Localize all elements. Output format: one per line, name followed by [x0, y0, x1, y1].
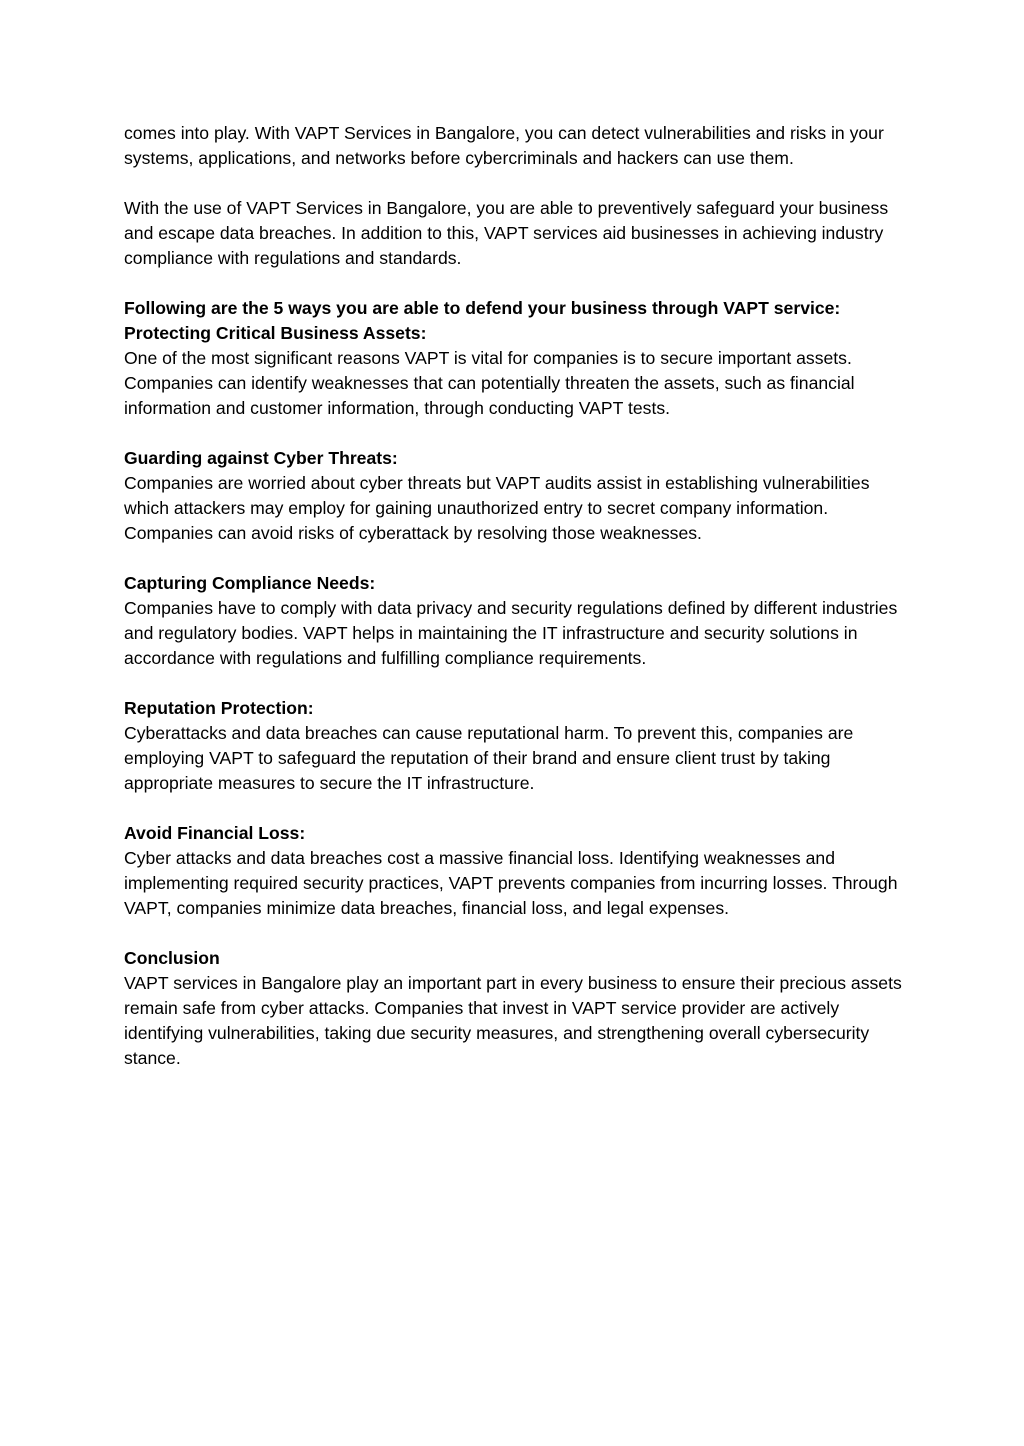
section-financial-loss	[124, 821, 914, 921]
section-reputation	[124, 696, 914, 796]
section-body: Cyberattacks and data breaches can cause reputational harm. To prevent this, companies are employing VAPT to safeguard the reputation of their brand and ensure client trust by taking appropriate measures to secure the IT infrastructure.	[124, 723, 854, 793]
section-heading: Capturing Compliance Needs:	[124, 573, 376, 593]
section-cyber-threats	[124, 446, 914, 546]
section-body: VAPT services in Bangalore play an important part in every business to ensure their precious assets remain safe from cyber attacks. Companies that invest in VAPT service provider are actively identifying vulnerabilities, taking due security measures, and strengthening overall cybersecurity stance.	[124, 973, 902, 1068]
section-body: Cyber attacks and data breaches cost a massive financial loss. Identifying weaknesses and implementing required security practices, VAPT prevents companies from incurring losses. Through VAPT, companies minimize data breaches, financial loss, and legal expenses.	[124, 848, 898, 918]
section-protecting-assets	[124, 321, 914, 421]
document-page	[124, 121, 914, 1096]
section-body: Companies have to comply with data privacy and security regulations defined by different industries and regulatory bodies. VAPT helps in maintaining the IT infrastructure and security solutions in accordance with regulations and fulfilling compliance requirements.	[124, 598, 898, 668]
intro-paragraph-1: comes into play. With VAPT Services in Bangalore, you can detect vulnerabilities and risks in your systems, applications, and networks before cybercriminals and hackers can use them.	[124, 123, 884, 168]
intro-paragraph-2: With the use of VAPT Services in Bangalore, you are able to preventively safeguard your business and escape data breaches. In addition to this, VAPT services aid businesses in achieving industry compliance with regulations and standards.	[124, 198, 889, 268]
section-heading: Reputation Protection:	[124, 698, 314, 718]
section-heading: Protecting Critical Business Assets:	[124, 323, 427, 343]
lead-heading: Following are the 5 ways you are able to defend your business through VAPT service:	[124, 298, 841, 318]
section-conclusion	[124, 946, 914, 1071]
section-compliance	[124, 571, 914, 671]
section-heading: Avoid Financial Loss:	[124, 823, 306, 843]
section-heading: Conclusion	[124, 948, 220, 968]
section-heading: Guarding against Cyber Threats:	[124, 448, 398, 468]
section-body: One of the most significant reasons VAPT is vital for companies is to secure important assets. Companies can identify weaknesses that can potentially threaten the assets, such as financial information and customer information, through conducting VAPT tests.	[124, 348, 855, 418]
section-body: Companies are worried about cyber threats but VAPT audits assist in establishing vulnerabilities which attackers may employ for gaining unauthorized entry to secret company information. Companies can avoid risks of cyberattack by resolving those weaknesses.	[124, 473, 870, 543]
